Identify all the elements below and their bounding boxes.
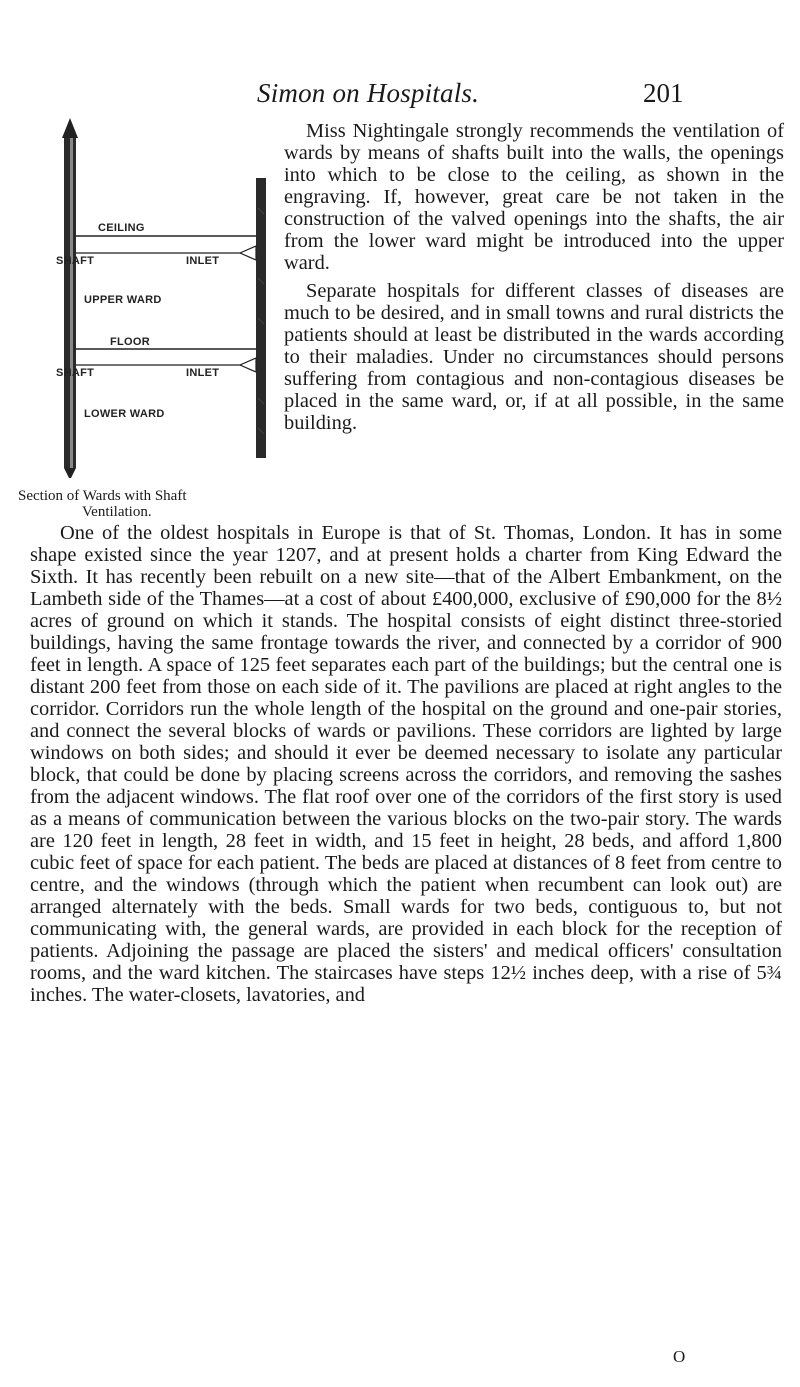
label-inlet-lower: INLET — [186, 367, 220, 379]
right-wall — [256, 178, 266, 458]
signature-mark: O — [673, 1347, 686, 1366]
page-header — [0, 78, 800, 114]
left-shaft-flue — [70, 138, 73, 468]
wrapped-text-column — [284, 120, 784, 434]
full-width-text — [30, 522, 782, 1006]
label-upper-ward: UPPER WARD — [84, 294, 162, 306]
label-ceiling: CEILING — [98, 222, 145, 234]
shaft-ventilation-engraving — [40, 118, 280, 478]
label-inlet-upper: INLET — [186, 255, 220, 267]
lower-inlet-valve — [240, 358, 256, 372]
left-wall-foot — [64, 468, 76, 478]
page-number: 201 — [643, 78, 684, 108]
paragraph-ventilation: Miss Nightingale strongly recommends the ventilation of wards by means of shafts built into the walls, the openings into which to be close to the ceiling, as shown in the engraving. If, however, great care be not taken in the construction of the valved openings into the shafts, the air from the lower ward might be introduced into the upper ward. — [284, 120, 784, 274]
paragraph-st-thomas: One of the oldest hospitals in Europe is that of St. Thomas, London. It has in some shape existed since the year 1207, and at present holds a charter from King Edward the Sixth. It has recently been rebuilt on a new site—that of the Albert Embankment, on the Lambeth side of the Thames—at a cost of about £400,000, exclusive of £90,000 for the 8½ acres of ground on which it stands. The hospital consists of eight distinct three-storied buildings, having the same frontage towards the river, and connected by a corridor of 900 feet in length. A space of 125 feet separates each part of the buildings; but the central one is distant 200 feet from those on each side of it. The pavilions are placed at right angles to the corridor. Corridors run the whole length of the hospital on the ground and one-pair stories, and connect the several blocks of wards or pavilions. These corridors are lighted by large windows on both sides; and should it ever be deemed necessary to isolate any particular block, that could be done by placing screens across the corridors, and removing the sashes from the adjacent windows. The flat roof over one of the corridors of the first story is used as a means of communication between the various blocks on the two-pair story. The wards are 120 feet in length, 28 feet in width, and 15 feet in height, 28 beds, and afford 1,800 cubic feet of space for each patient. The beds are placed at distances of 8 feet from centre to centre, and the windows (through which the patient when recumbent can look out) are arranged alternately with the beds. Small wards for two beds, contiguous to, but not communicating with, the general wards, are provided in each block for the reception of patients. Adjoining the passage are placed the sisters' and medical officers' consultation rooms, and the ward kitchen. The staircases have steps 12½ inches deep, with a rise of 5¾ inches. The water-closets, lavatories, and — [30, 522, 782, 1006]
figure-caption-continued: Ventilation. — [82, 504, 152, 520]
label-shaft-upper: SHAFT — [56, 255, 95, 267]
label-shaft-lower: SHAFT — [56, 367, 95, 379]
upper-inlet-valve — [240, 246, 256, 260]
label-floor: FLOOR — [110, 336, 150, 348]
paragraph-separate-hospitals: Separate hospitals for different classes of diseases are much to be desired, and in small towns and rural districts the patients should at least be distributed in the wards according to their maladies. Under no circumstances should persons suffering from contagious and non-contagious diseases be placed in the same ward, or, if at all possible, in the same building. — [284, 280, 784, 434]
label-lower-ward: LOWER WARD — [84, 408, 165, 420]
upper-chimney-cap — [62, 118, 78, 138]
figure-caption: Section of Wards with Shaft — [18, 488, 187, 504]
running-title: Simon on Hospitals. — [257, 78, 480, 108]
